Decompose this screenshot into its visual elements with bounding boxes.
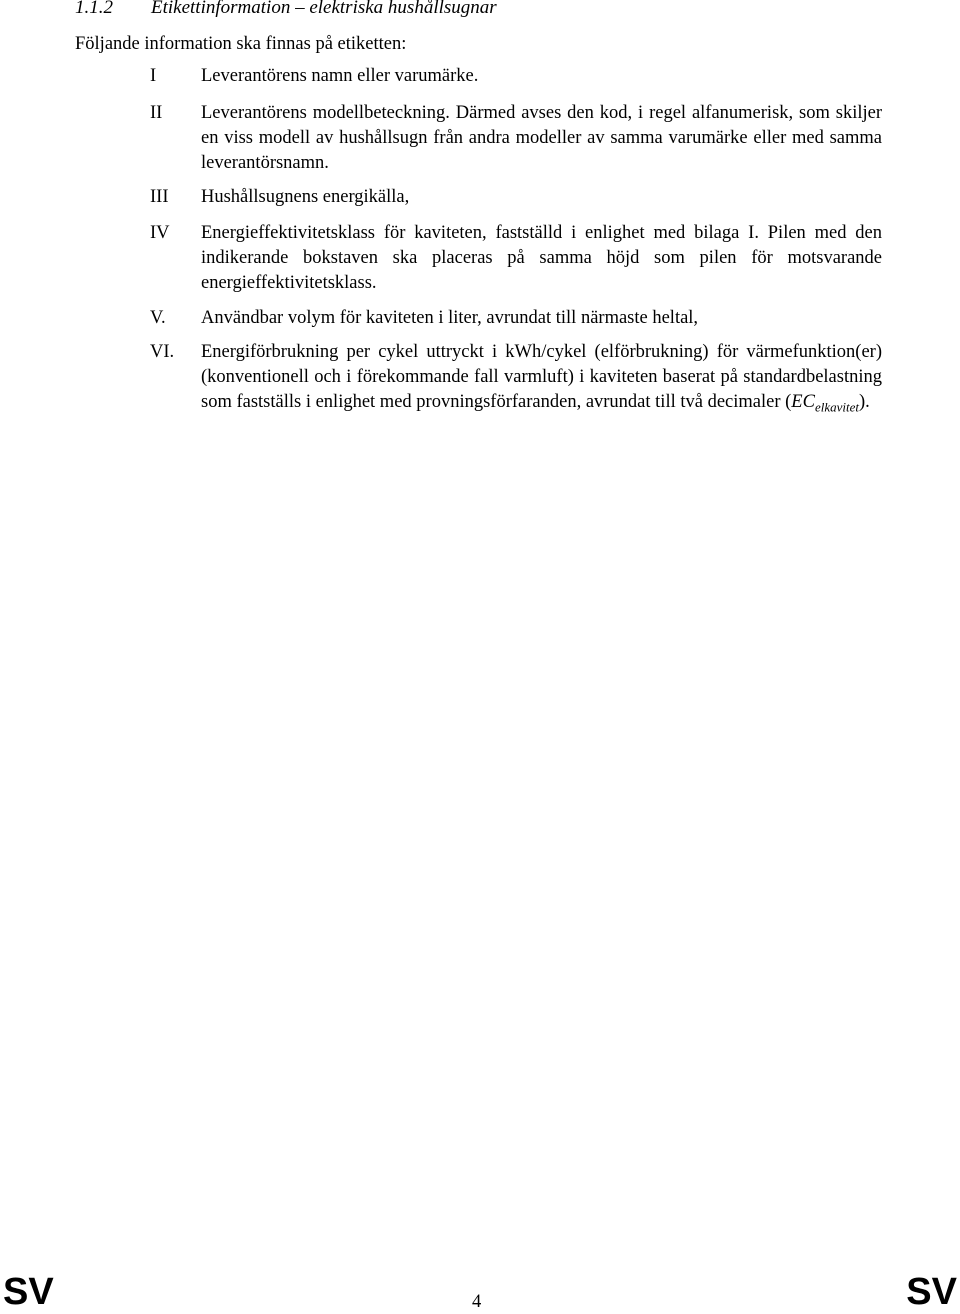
list-item-numeral: V. (150, 308, 166, 328)
section-title: Etikettinformation – elektriska hushållsugnar (151, 0, 497, 18)
list-item-numeral: I (150, 66, 157, 86)
page-number: 4 (472, 1292, 482, 1312)
list-item-text-main: Energiförbrukning per cykel uttryckt i kWh/cykel (elförbrukning) för värmefunktion(er) (konventionell och i förekommande fall varmluft) i kaviteten baserat på standardbelastning som fastställs i enlighet med provningsförfaranden, avrundat till två decimaler ( (201, 342, 882, 412)
intro-text: Följande information ska finnas på etiketten: (75, 34, 407, 54)
list-item-numeral: VI. (150, 342, 175, 362)
list-item-text: Hushållsugnens energikälla, (201, 187, 410, 207)
list-item-numeral: II (150, 103, 163, 123)
section-number: 1.1.2 (75, 0, 113, 18)
section-heading (75, 0, 497, 20)
footer-language-right: SV (906, 1271, 957, 1313)
formula-symbol: EC (791, 392, 815, 412)
list-item-text-end: ). (858, 392, 870, 412)
list-item-text: Leverantörens namn eller varumärke. (201, 66, 479, 86)
list-item-text: Leverantörens modellbeteckning. Därmed avses den kod, i regel alfanumerisk, som skiljer en viss modell av hushållsugn från andra modeller av samma varumärke eller med samma leverantörsnamn. (201, 103, 882, 173)
list-item-numeral: IV (150, 223, 170, 243)
list-item-text: Energieffektivitetsklass för kaviteten, fastställd i enlighet med bilaga I. Pilen med den indikerande bokstaven ska placeras på samma höjd som pilen för motsvarande energieffektivitetsklass. (201, 223, 882, 293)
footer-language-left: SV (3, 1271, 54, 1313)
list-item-numeral: III (150, 187, 169, 207)
list-item-text: Användbar volym för kaviteten i liter, avrundat till närmaste heltal, (201, 308, 699, 328)
list-item-text (201, 340, 882, 420)
formula-subscript: elkavitet (814, 399, 859, 415)
